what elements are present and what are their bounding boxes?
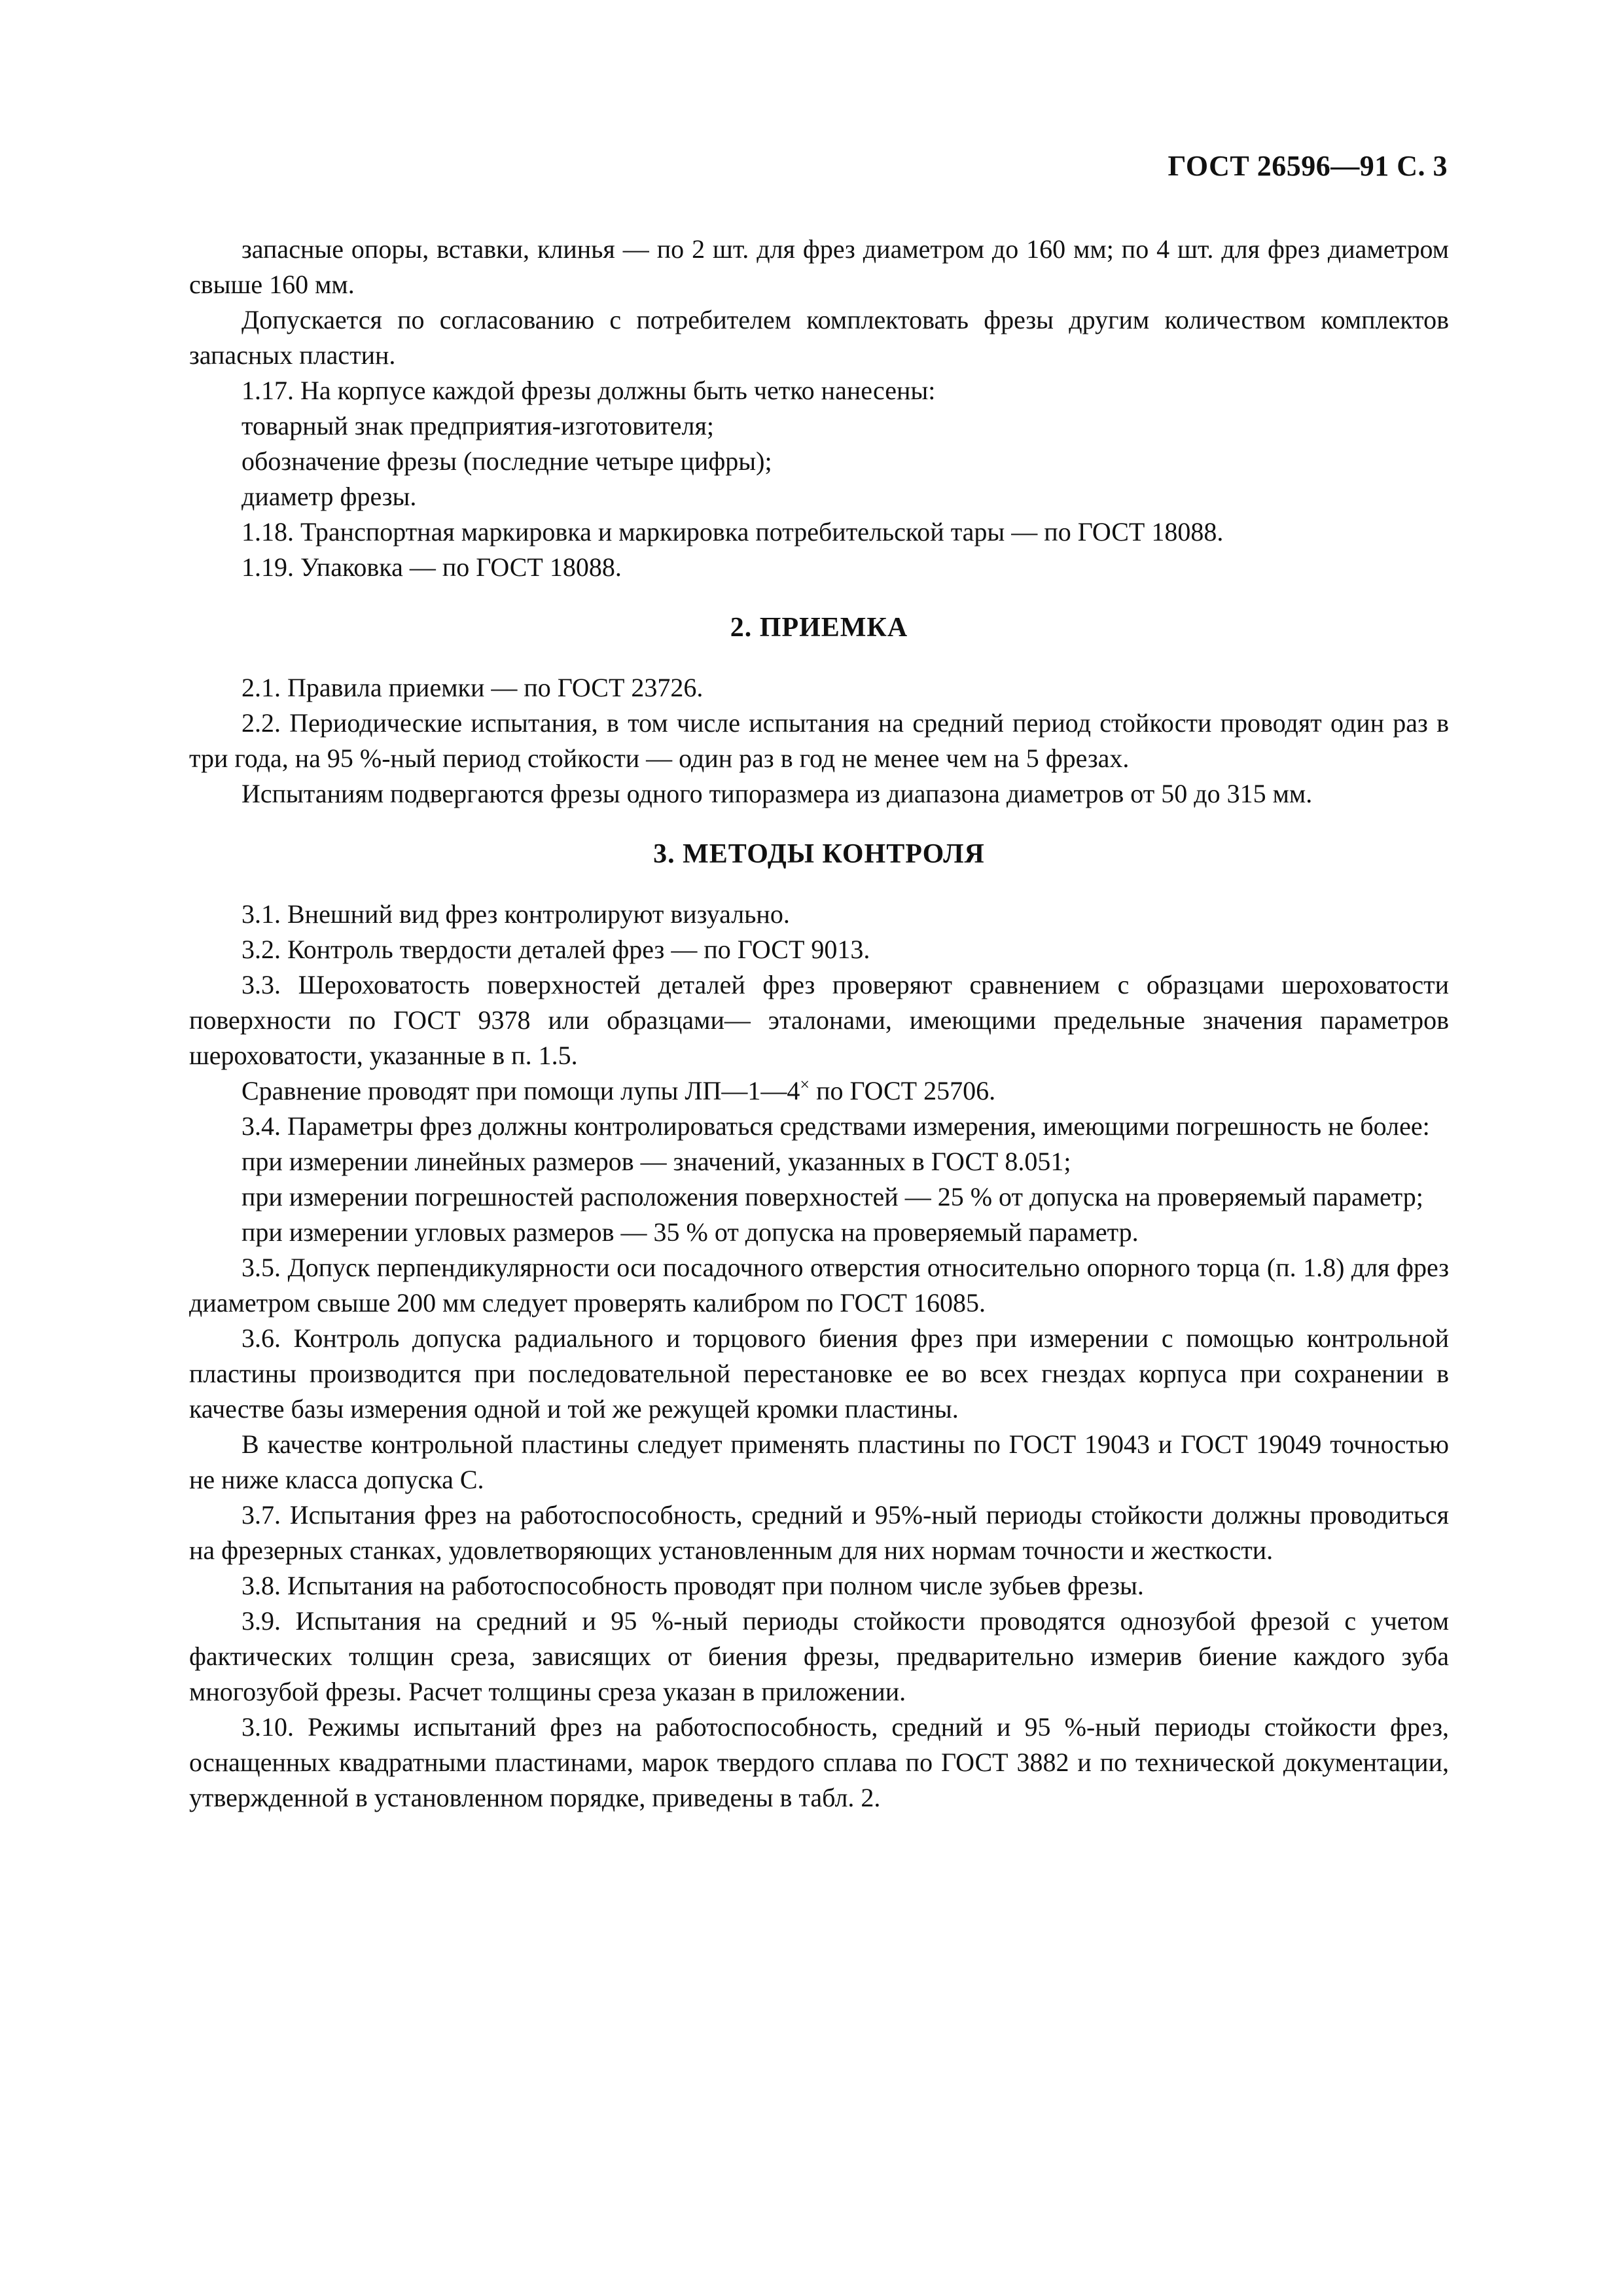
clause-1-19: 1.19. Упаковка — по ГОСТ 18088. [241, 552, 622, 582]
clause-3-4: 3.4. Параметры фрез должны контролироваться средствами измерения, имеющими погрешность не более: [241, 1111, 1430, 1141]
superscript: × [800, 1075, 810, 1094]
list-item: диаметр фрезы. [241, 482, 417, 511]
paragraph: Испытаниям подвергаются фрезы одного типоразмера из диапазона диаметров от 50 до 315 мм. [241, 779, 1313, 808]
clause-2-1: 2.1. Правила приемки — по ГОСТ 23726. [241, 673, 704, 702]
list-item: при измерении погрешностей расположения поверхностей — 25 % от допуска на проверяемый параметр; [241, 1182, 1423, 1211]
clause-3-1: 3.1. Внешний вид фрез контролируют визуально. [241, 899, 790, 929]
clause-3-6: 3.6. Контроль допуска радиального и торцового биения фрез при измерении с помощью контрольной пластины производится при последовательной перестановке ее во всех гнездах корпуса при сохранении в качестве базы измерения одной и той же режущей кромки пластины. [189, 1323, 1449, 1424]
clause-1-18: 1.18. Транспортная маркировка и маркировка потребительской тары — по ГОСТ 18088. [241, 517, 1224, 547]
list-item: обозначение фрезы (последние четыре цифры); [241, 446, 772, 476]
clause-3-2: 3.2. Контроль твердости деталей фрез — по ГОСТ 9013. [241, 935, 870, 964]
section-heading-acceptance: 2. ПРИЕМКА [730, 613, 908, 643]
clause-2-2: 2.2. Периодические испытания, в том числе испытания на средний период стойкости проводят один раз в три года, на 95 %-ный период стойкости — один раз в год не менее чем на 5 фрезах. [189, 708, 1449, 773]
document-body [189, 232, 1449, 1816]
clause-3-5: 3.5. Допуск перпендикулярности оси посадочного отверстия относительно опорного торца (п. 1.8) для фрез диаметром свыше 200 мм следует проверять калибром по ГОСТ 16085. [189, 1253, 1449, 1318]
clause-3-3: 3.3. Шероховатость поверхностей деталей фрез проверяют сравнением с образцами шероховатости поверхности по ГОСТ 9378 или образцами— эталонами, имеющими предельные значения параметров шероховатости, указанные в п. 1.5. [189, 970, 1449, 1070]
list-item: при измерении линейных размеров — значений, указанных в ГОСТ 8.051; [241, 1147, 1071, 1176]
list-item: при измерении угловых размеров — 35 % от допуска на проверяемый параметр. [241, 1217, 1139, 1247]
text-span: Сравнение проводят при помощи лупы ЛП—1—4 [241, 1076, 800, 1105]
clause-3-8: 3.8. Испытания на работоспособность проводят при полном числе зубьев фрезы. [241, 1571, 1144, 1600]
clause-3-9: 3.9. Испытания на средний и 95 %-ный периоды стойкости проводятся однозубой фрезой с учетом фактических толщин среза, зависящих от биения фрезы, предварительно измерив биение каждого зуба многозубой фрезы. Расчет толщины среза указан в приложении. [189, 1606, 1449, 1706]
clause-3-10: 3.10. Режимы испытаний фрез на работоспособность, средний и 95 %-ный периоды стойкости фрез, оснащенных квадратными пластинами, марок твердого сплава по ГОСТ 3882 и по технической документации, утвержденной в установленном порядке, приведены в табл. 2. [189, 1712, 1449, 1812]
clause-1-17: 1.17. На корпусе каждой фрезы должны быть четко нанесены: [241, 376, 936, 405]
paragraph: запасные опоры, вставки, клинья — по 2 шт. для фрез диаметром до 160 мм; по 4 шт. для фрез диаметром свыше 160 мм. [189, 234, 1449, 299]
paragraph: Допускается по согласованию с потребителем комплектовать фрезы другим количеством комплектов запасных пластин. [189, 305, 1449, 370]
section-heading-control-methods: 3. МЕТОДЫ КОНТРОЛЯ [653, 839, 985, 869]
paragraph: В качестве контрольной пластины следует применять пластины по ГОСТ 19043 и ГОСТ 19049 точностью не ниже класса допуска С. [189, 1429, 1449, 1494]
page-header: ГОСТ 26596—91 С. 3 [1168, 150, 1448, 182]
text-span: по ГОСТ 25706. [810, 1076, 996, 1105]
paragraph [189, 1073, 1449, 1109]
clause-3-7: 3.7. Испытания фрез на работоспособность, средний и 95%-ный периоды стойкости должны проводиться на фрезерных станках, удовлетворяющих установленным для них нормам точности и жесткости. [189, 1500, 1449, 1565]
list-item: товарный знак предприятия-изготовителя; [241, 411, 714, 440]
